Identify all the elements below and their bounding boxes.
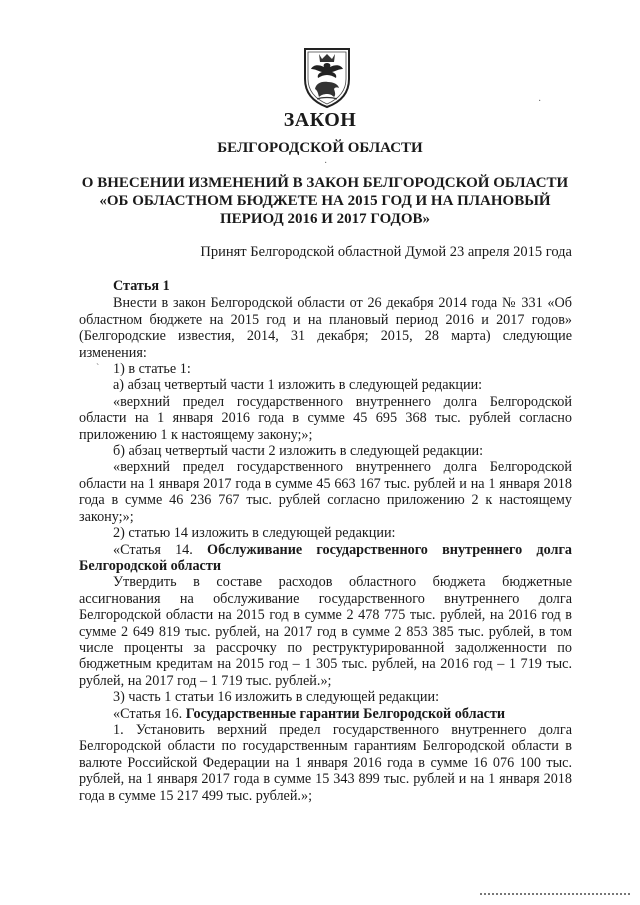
adoption-note: Принят Белгородской областной Думой 23 апреля 2015 года — [200, 244, 572, 260]
amendment-quote: «верхний предел государственного внутреннего долга Белгородской области на 1 января 2016 года в сумме 45 695 368 тыс. рублей согласно приложению 1 к настоящему закону;»; — [79, 393, 572, 443]
article-heading: Статья 1 — [113, 278, 170, 294]
article-14-prefix: «Статья 14. — [113, 541, 208, 558]
article-intro: Внести в закон Белгородской области от 26 декабря 2014 года № 331 «Об областном бюджете на 2015 год и на плановый период 2016 и 2017 годов» (Белгородские известия, 2014, 31 декабря; 2015, 28 марта) следующие изменения: — [79, 295, 572, 361]
amendment-item: 3) часть 1 статьи 16 изложить в следующей редакции: — [113, 689, 440, 706]
article-16-title: Государственные гарантии Белгородской области — [185, 705, 506, 722]
amendment-item: 1) в статье 1: — [113, 361, 191, 378]
article-16-prefix: «Статья 16. — [113, 705, 186, 722]
region-title: БЕЛГОРОДСКОЙ ОБЛАСТИ — [217, 140, 423, 156]
article-14-heading — [79, 542, 572, 575]
amendment-subitem: а) абзац четвертый части 1 изложить в следующей редакции: — [113, 377, 483, 394]
scan-speck: · — [538, 96, 542, 107]
law-body — [79, 278, 572, 804]
amendment-item: 2) статью 14 изложить в следующей редакции: — [113, 525, 396, 542]
scan-speck: ` — [96, 363, 100, 374]
amendment-quote: «верхний предел государственного внутреннего долга Белгородской области на 1 января 2017 года в сумме 45 663 167 тыс. рублей и на 1 января 2018 года в сумме 46 236 767 тыс. рублей согласно приложению 2 к настоящему закону;»; — [79, 459, 572, 525]
article-14-title: Обслуживание государственного внутреннего долга Белгородской области — [79, 541, 572, 574]
amendment-subitem: б) абзац четвертый части 2 изложить в следующей редакции: — [113, 443, 484, 460]
article-16-text: 1. Установить верхний предел государственного внутреннего долга Белгородской области по государственным гарантиям Белгородской области в валюте Российской Федерации на 1 января 2016 года в сумме 16 076 100 тыс. рублей, на 1 января 2017 года в сумме 15 343 899 тыс. рублей и на 1 января 2018 года в сумме 15 217 499 тыс. рублей.»; — [79, 721, 572, 804]
law-name: О ВНЕСЕНИИ ИЗМЕНЕНИЙ В ЗАКОН БЕЛГОРОДСКОЙ ОБЛАСТИ «ОБ ОБЛАСТНОМ БЮДЖЕТЕ НА 2015 ГОД И НА ПЛАНОВЫЙ ПЕРИОД 2016 И 2017 ГОДОВ» — [81, 175, 569, 227]
scan-speck: · — [324, 158, 328, 169]
article-16-heading — [79, 706, 572, 722]
article-14-text: Утвердить в составе расходов областного бюджета бюджетные ассигнования на обслуживание государственного внутреннего долга Белгородской области на 2015 год в сумме 2 478 775 тыс. рублей, на 2016 год в сумме 2 649 819 тыс. рублей, на 2017 год в сумме 2 853 385 тыс. рублей, в том числе проценты за рассрочку по реструктурированной задолженности по бюджетным кредитам на 2015 год – 1 305 тыс. рублей, на 2016 год – 1 719 тыс. рублей, на 2017 год – 1 719 тыс. рублей.»; — [79, 574, 572, 689]
law-title: ЗАКОН — [283, 109, 357, 131]
coat-of-arms-icon — [302, 45, 352, 109]
scan-artifact-line — [480, 893, 630, 898]
